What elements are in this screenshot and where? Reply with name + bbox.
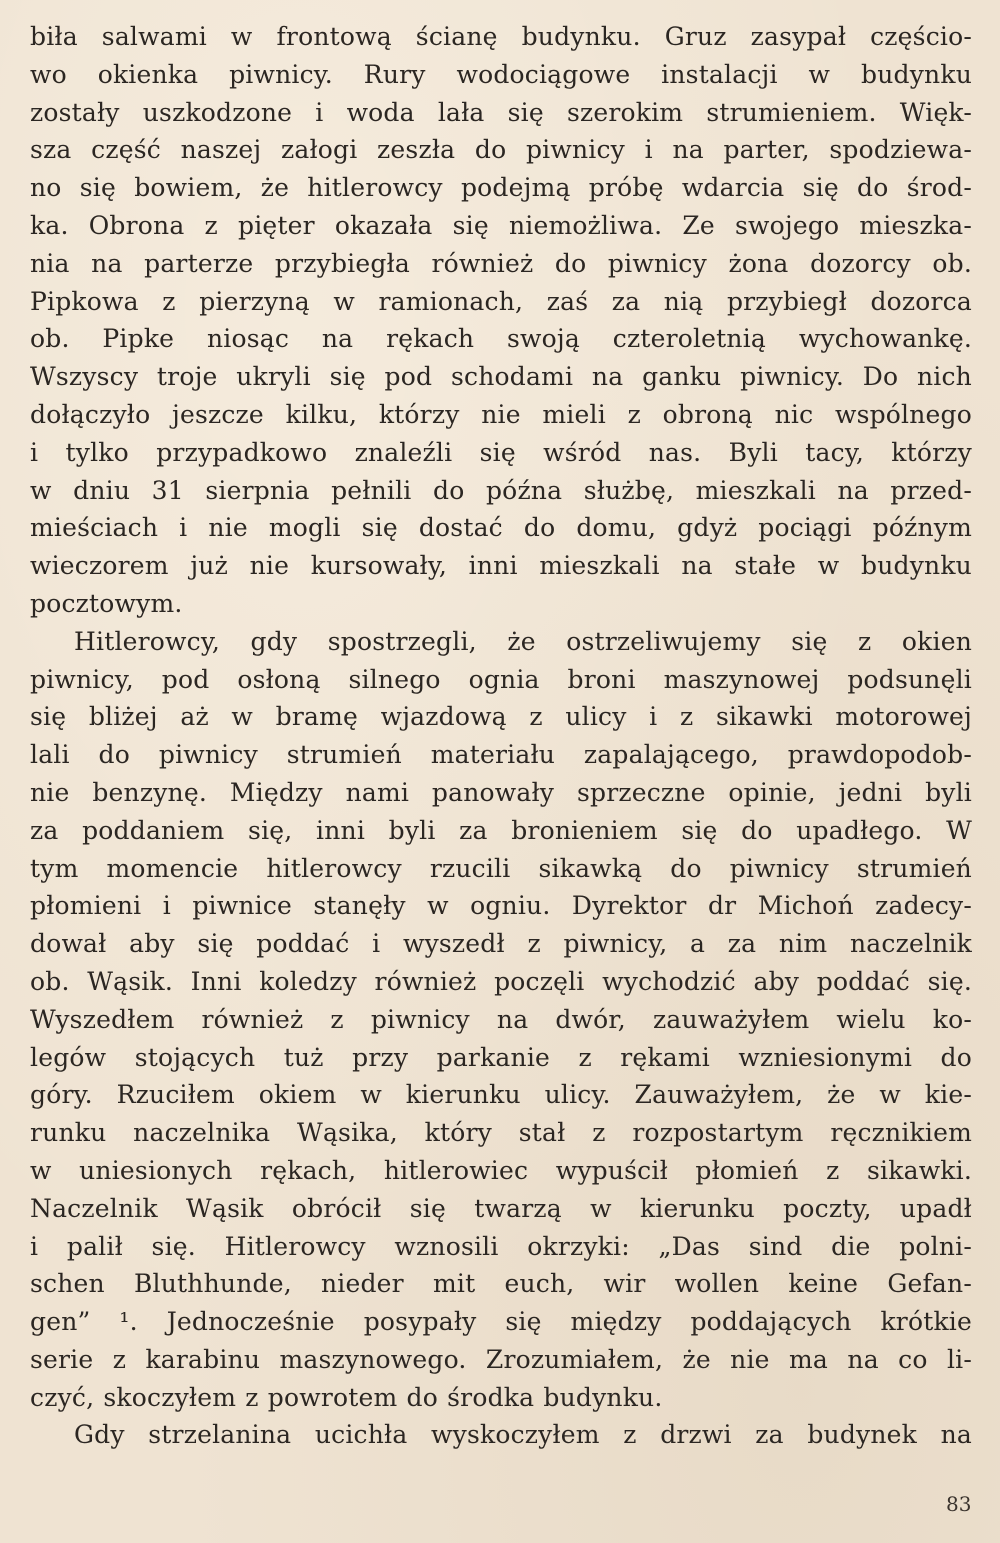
text-line: no się bowiem, że hitlerowcy podejmą próbę wdarcia się do środ- (30, 173, 972, 203)
text-line: lali do piwnicy strumień materiału zapalającego, prawdopodob- (30, 740, 972, 770)
paragraph-start-line: Hitlerowcy, gdy spostrzegli, że ostrzeliwujemy się z okien (74, 626, 972, 656)
text-line: Wszyscy troje ukryli się pod schodami na ganku piwnicy. Do nich (30, 362, 972, 392)
text-line: serie z karabinu maszynowego. Zrozumiałem, że nie ma na co li- (30, 1344, 972, 1374)
text-line: Pipkowa z pierzyną w ramionach, zaś za nią przybiegł dozorca (30, 286, 972, 316)
text-line: płomieni i piwnice stanęły w ogniu. Dyrektor dr Michoń zadecy- (30, 891, 972, 921)
text-line: się bliżej aż w bramę wjazdową z ulicy i z sikawki motorowej (30, 702, 972, 732)
text-line: sza część naszej załogi zeszła do piwnicy i na parter, spodziewa- (30, 135, 972, 165)
text-line: nie benzynę. Między nami panowały sprzeczne opinie, jedni byli (30, 777, 972, 807)
text-line: dołączyło jeszcze kilku, którzy nie mieli z obroną nic wspólnego (30, 399, 972, 429)
text-line: ob. Wąsik. Inni koledzy również poczęli wychodzić aby poddać się. (30, 966, 972, 996)
text-line: biła salwami w frontową ścianę budynku. Gruz zasypał częścio- (30, 22, 972, 51)
text-line: schen Bluthhunde, nieder mit euch, wir wollen keine Gefan- (30, 1269, 972, 1299)
text-line: w uniesionych rękach, hitlerowiec wypuścił płomień z sikawki. (30, 1155, 972, 1185)
text-line: tym momencie hitlerowcy rzucili sikawką do piwnicy strumień (30, 853, 972, 883)
text-line: piwnicy, pod osłoną silnego ognia broni maszynowej podsunęli (30, 664, 972, 694)
text-line: nia na parterze przybiegła również do piwnicy żona dozorcy ob. (30, 248, 972, 278)
body-text (30, 18, 972, 1454)
text-line: gen” ¹. Jednocześnie posypały się między poddających krótkie (30, 1307, 972, 1337)
paragraph-start-line: Gdy strzelanina ucichła wyskoczyłem z drzwi za budynek na (74, 1420, 972, 1450)
text-line: runku naczelnika Wąsika, który stał z rozpostartym ręcznikiem (30, 1118, 972, 1148)
text-line: w dniu 31 sierpnia pełnili do późna służbę, mieszkali na przed- (30, 475, 972, 505)
text-line: dował aby się poddać i wyszedł z piwnicy, a za nim naczelnik (30, 929, 972, 959)
paragraph-end-line: czyć, skoczyłem z powrotem do środka budynku. (30, 1382, 663, 1412)
text-line: Wyszedłem również z piwnicy na dwór, zauważyłem wielu ko- (30, 1004, 972, 1034)
page-number: 83 (946, 1492, 972, 1516)
paragraph-end-line: pocztowym. (30, 588, 183, 618)
text-line: i palił się. Hitlerowcy wznosili okrzyki: „Das sind die polni- (30, 1231, 972, 1261)
text-line: mieściach i nie mogli się dostać do domu, gdyż pociągi późnym (30, 513, 972, 543)
text-line: za poddaniem się, inni byli za bronieniem się do upadłego. W (30, 815, 972, 845)
text-line: ob. Pipke niosąc na rękach swoją czteroletnią wychowankę. (30, 324, 972, 354)
text-line: zostały uszkodzone i woda lała się szerokim strumieniem. Więk- (30, 97, 972, 127)
text-line: wieczorem już nie kursowały, inni mieszkali na stałe w budynku (30, 551, 972, 581)
text-line: legów stojących tuż przy parkanie z rękami wzniesionymi do (30, 1042, 972, 1072)
text-line: i tylko przypadkowo znaleźli się wśród nas. Byli tacy, którzy (30, 437, 972, 467)
text-line: góry. Rzuciłem okiem w kierunku ulicy. Zauważyłem, że w kie- (30, 1080, 972, 1110)
text-line: ka. Obrona z pięter okazała się niemożliwa. Ze swojego mieszka- (30, 210, 972, 240)
text-line: Naczelnik Wąsik obrócił się twarzą w kierunku poczty, upadł (30, 1193, 972, 1223)
text-line: wo okienka piwnicy. Rury wodociągowe instalacji w budynku (30, 59, 972, 89)
